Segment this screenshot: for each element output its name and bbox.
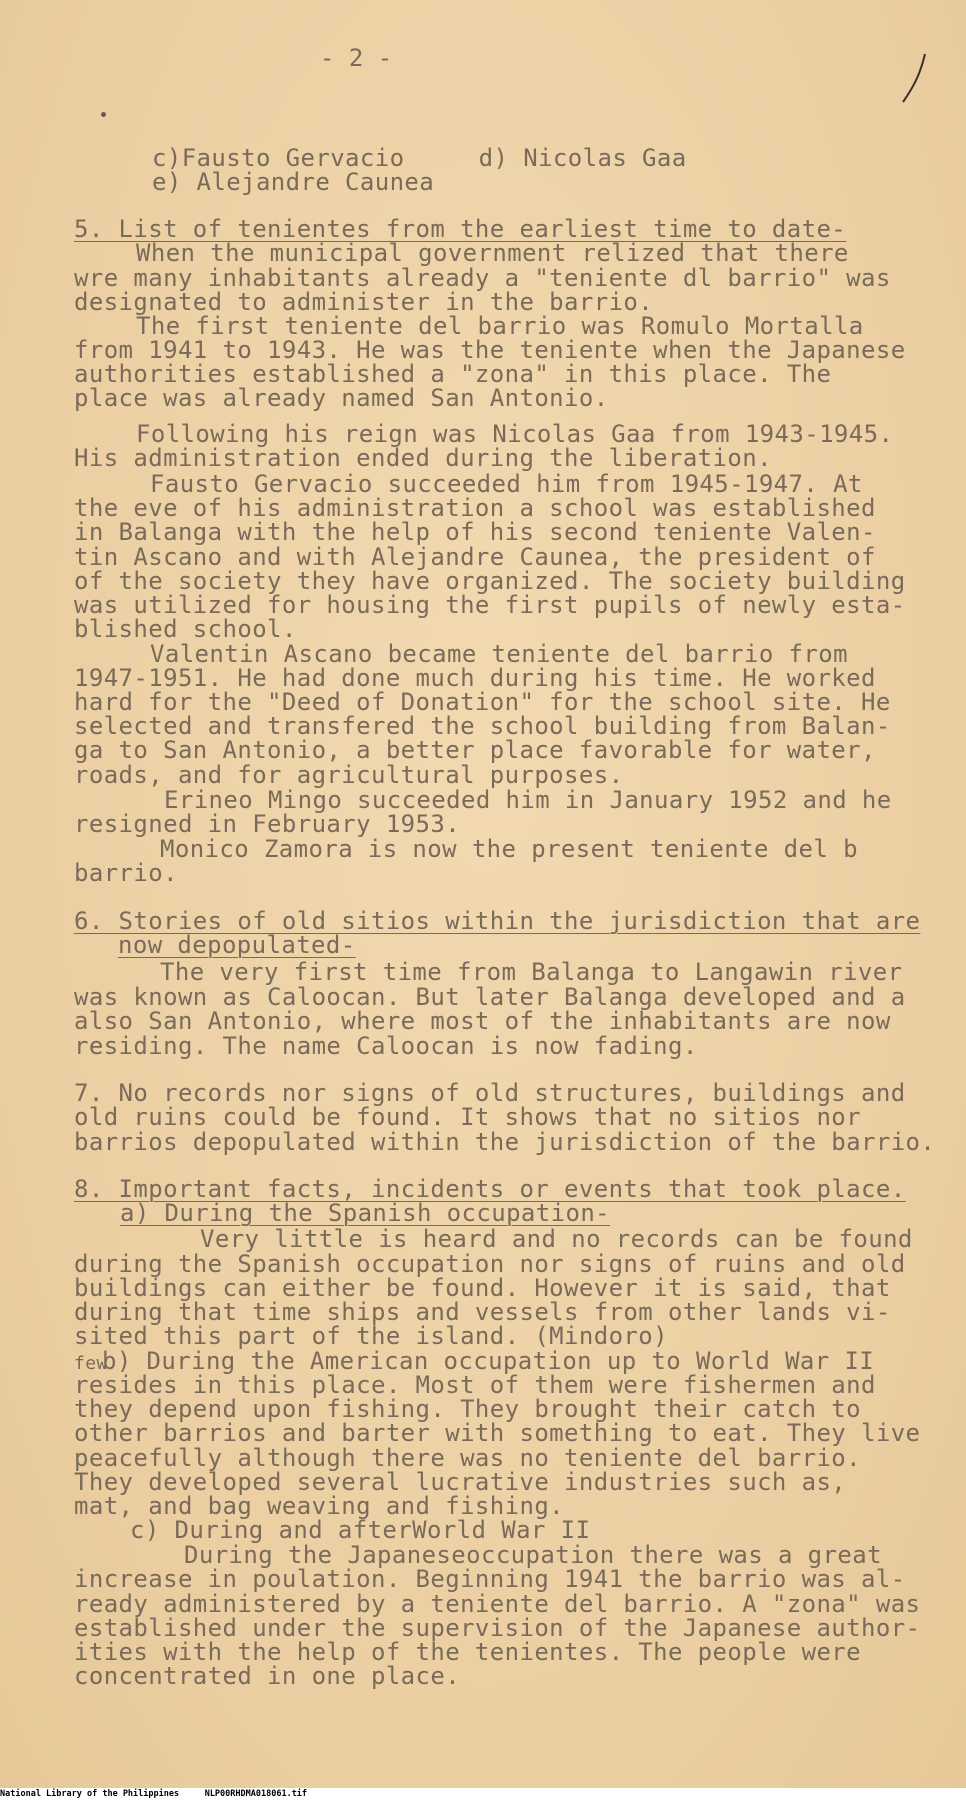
text-line: old ruins could be found. It shows that no sitios nor	[74, 1103, 862, 1131]
text-line: resigned in February 1953.	[74, 810, 461, 838]
margin-note: few	[74, 1353, 108, 1374]
text-line: c) During and afterWorld War II	[130, 1516, 591, 1544]
text-line: hard for the "Deed of Donation" for the school site. He	[74, 688, 891, 716]
text-line: sited this part of the island. (Mindoro)	[74, 1322, 668, 1350]
text-line: Following his reign was Nicolas Gaa from 1943-1945.	[136, 420, 894, 448]
text-line: residing. The name Caloocan is now fading.	[74, 1032, 698, 1060]
text-line: in Balanga with the help of his second teniente Valen-	[74, 518, 876, 546]
text-line: They developed several lucrative industries such as,	[74, 1468, 847, 1496]
text-line: ready administered by a teniente del barrio. A "zona" was	[74, 1590, 921, 1618]
text-line: concentrated in one place.	[74, 1662, 461, 1690]
text-line: during that time ships and vessels from other lands vi-	[74, 1298, 891, 1326]
text-line: also San Antonio, where most of the inhabitants are now	[74, 1007, 891, 1035]
text-line: c)Fausto Gervacio d) Nicolas Gaa	[152, 144, 687, 172]
text-line: designated to administer in the barrio.	[74, 288, 654, 316]
text-line: 6. Stories of old sitios within the jurisdiction that are	[74, 907, 921, 935]
text-line: ga to San Antonio, a better place favorable for water,	[74, 736, 876, 764]
text-line: place was already named San Antonio.	[74, 384, 609, 412]
text-line: 7. No records nor signs of old structures, buildings and	[74, 1079, 906, 1107]
text-line: during the Spanish occupation nor signs of ruins and old	[74, 1250, 906, 1278]
text-line: from 1941 to 1943. He was the teniente when the Japanese	[74, 336, 906, 364]
text-line: resides in this place. Most of them were fishermen and	[74, 1371, 876, 1399]
text-line: was utilized for housing the first pupils of newly esta-	[74, 591, 906, 619]
text-line: they depend upon fishing. They brought their catch to	[74, 1395, 862, 1423]
text-line: roads, and for agricultural purposes.	[74, 761, 624, 789]
text-line: barrios depopulated within the jurisdiction of the barrio.	[74, 1128, 936, 1156]
text-line: barrio.	[74, 859, 178, 887]
text-line: wre many inhabitants already a "teniente dl barrio" was	[74, 264, 891, 292]
text-line: ities with the help of the tenientes. The people were	[74, 1638, 862, 1666]
ink-dot	[101, 112, 106, 117]
text-line: The very first time from Balanga to Langawin river	[160, 958, 903, 986]
text-line: increase in poulation. Beginning 1941 the barrio was al-	[74, 1565, 906, 1593]
text-line: established under the supervision of the Japanese author-	[74, 1614, 921, 1642]
check-mark-icon	[895, 50, 935, 110]
text-line: of the society they have organized. The society building	[74, 567, 906, 595]
text-line: 5. List of tenientes from the earliest time to date-	[74, 215, 847, 243]
archive-footer: National Library of the Philippines NLP00RHDMA018061.tif	[0, 1789, 308, 1799]
page-number: - 2 -	[320, 44, 393, 72]
text-line: e) Alejandre Caunea	[152, 168, 435, 196]
text-line: buildings can either be found. However it is said, that	[74, 1274, 891, 1302]
text-line: authorities established a "zona" in this place. The	[74, 360, 832, 388]
text-line: 1947-1951. He had done much during his time. He worked	[74, 664, 876, 692]
text-line: Valentin Ascano became teniente del barrio from	[150, 640, 848, 668]
text-line: Fausto Gervacio succeeded him from 1945-1947. At	[150, 470, 863, 498]
text-line: When the municipal government relized that there	[136, 239, 849, 267]
text-line: selected and transfered the school building from Balan-	[74, 712, 891, 740]
text-line: His administration ended during the liberation.	[74, 444, 772, 472]
text-line: Erineo Mingo succeeded him in January 1952 and he	[164, 786, 892, 814]
text-line: a) During the Spanish occupation-	[120, 1199, 611, 1227]
text-line: Monico Zamora is now the present teniente del b	[160, 835, 858, 863]
text-line: The first teniente del barrio was Romulo Mortalla	[136, 312, 864, 340]
text-line: Very little is heard and no records can be found	[200, 1225, 913, 1253]
text-line: was known as Caloocan. But later Balanga developed and a	[74, 983, 906, 1011]
text-line: During the Japaneseoccupation there was a great	[184, 1541, 882, 1569]
text-line: b) During the American occupation up to World War II	[102, 1347, 875, 1375]
text-line: mat, and bag weaving and fishing.	[74, 1492, 565, 1520]
text-line: tin Ascano and with Alejandre Caunea, the president of	[74, 543, 876, 571]
text-line: blished school.	[74, 615, 297, 643]
text-line: 8. Important facts, incidents or events that took place.	[74, 1175, 906, 1203]
text-line: the eve of his administration a school was established	[74, 494, 876, 522]
text-line: other barrios and barter with something to eat. They live	[74, 1419, 921, 1447]
text-line: now depopulated-	[118, 931, 356, 959]
text-line: peacefully although there was no teniente del barrio.	[74, 1444, 862, 1472]
